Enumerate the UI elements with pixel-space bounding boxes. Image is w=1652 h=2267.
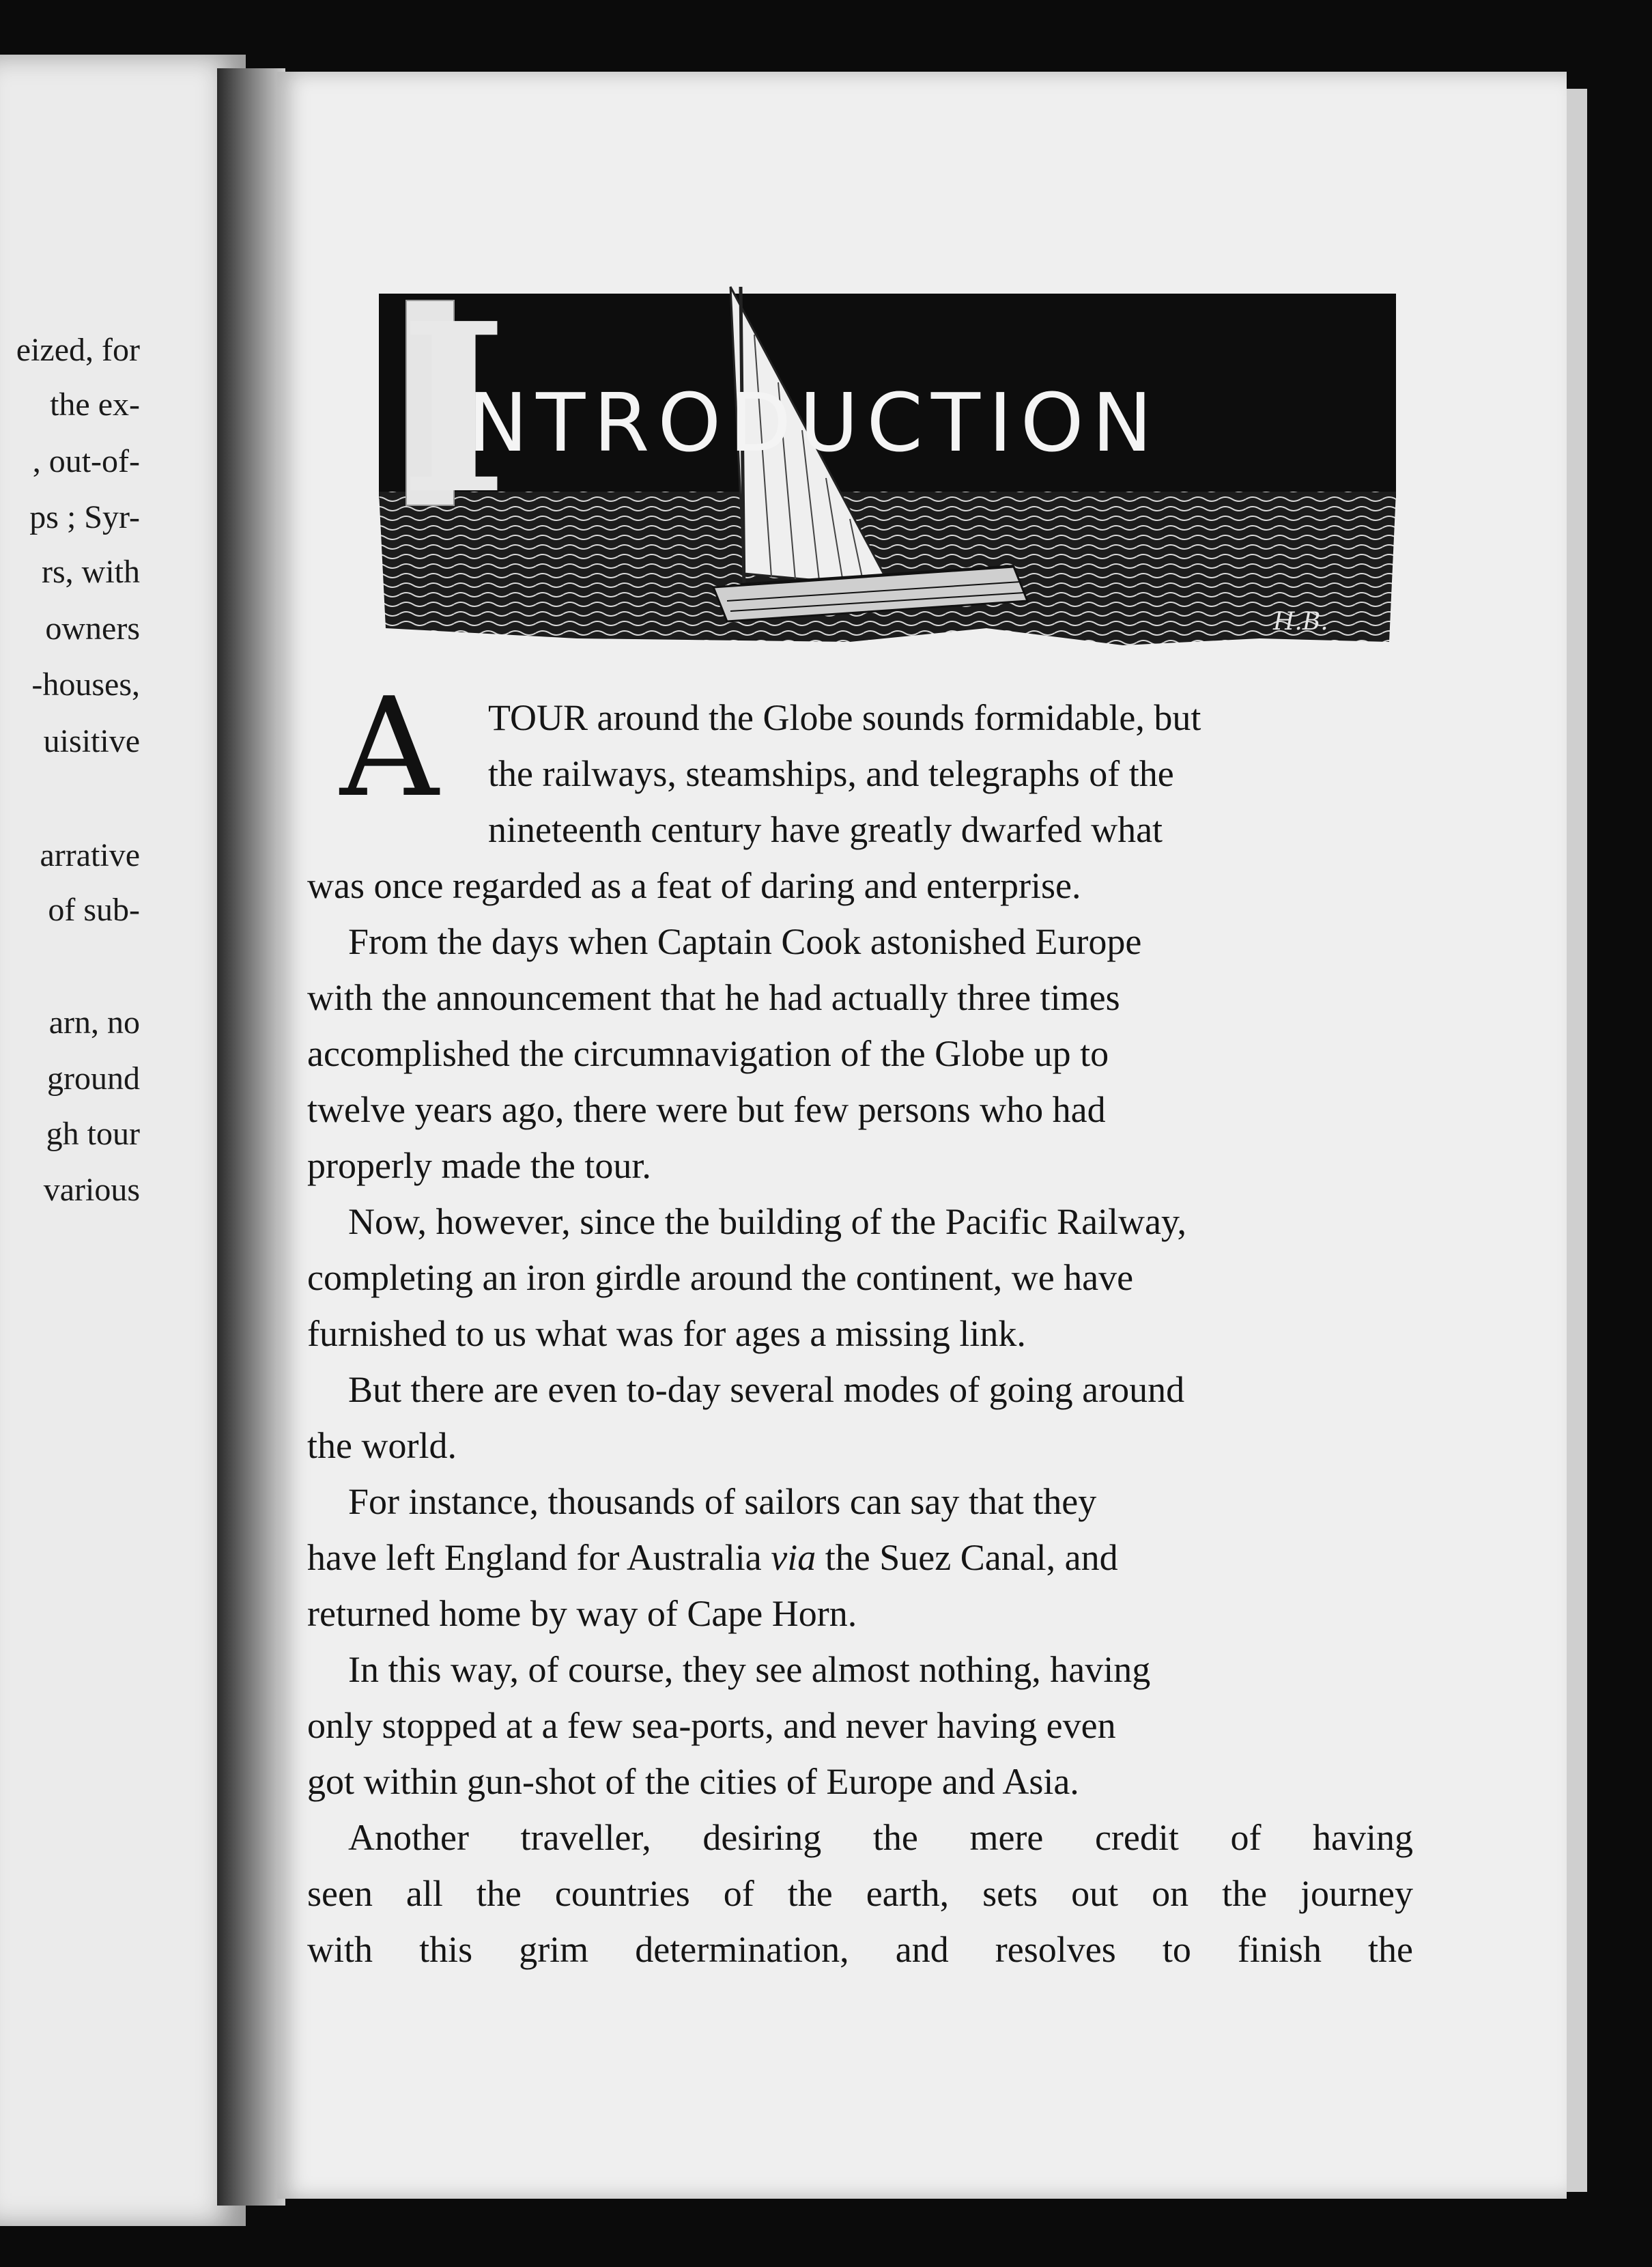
banner-initial: I — [399, 273, 509, 546]
text-line: In this way, of course, they see almost nothing, having — [348, 1649, 1151, 1690]
text-line: seen all the countries of the earth, sets out on the journey — [307, 1873, 1413, 1914]
text-line: nineteenth century have greatly dwarfed what — [488, 809, 1163, 850]
drop-cap-letter: A — [340, 668, 439, 828]
paragraph — [307, 1474, 1413, 1642]
left-line: the ex- — [50, 386, 140, 423]
text-line: Another traveller, desiring the mere credit of having — [348, 1817, 1413, 1858]
text-line: have left England for Australia via the Suez Canal, and — [307, 1537, 1118, 1578]
text-line: completing an iron girdle around the continent, we have — [307, 1257, 1134, 1298]
left-line: rs, with — [42, 554, 140, 590]
paragraph — [307, 1810, 1413, 1977]
text-line: got within gun-shot of the cities of Europe and Asia. — [307, 1761, 1079, 1802]
banner-title: NTRODUCTION — [468, 376, 1160, 470]
text-line: twelve years ago, there were but few persons who had — [307, 1089, 1106, 1130]
text-line: with this grim determination, and resolves to finish the — [307, 1929, 1413, 1970]
left-line: various — [43, 1172, 140, 1208]
left-line: owners — [45, 610, 140, 647]
text-line: returned home by way of Cape Horn. — [307, 1593, 857, 1634]
left-line: ps ; Syr- — [29, 499, 140, 535]
text-line: the world. — [307, 1425, 457, 1466]
text-line: with the announcement that he had actually three times — [307, 977, 1120, 1018]
paragraph — [307, 690, 1413, 858]
text-line: But there are even to-day several modes of going around — [348, 1369, 1185, 1410]
text-line: From the days when Captain Cook astonished Europe — [348, 921, 1142, 962]
text-line: furnished to us what was for ages a missing link. — [307, 1313, 1026, 1354]
paragraph — [307, 858, 1413, 914]
book-gutter — [217, 68, 285, 2206]
left-line: gh tour — [46, 1116, 140, 1152]
left-line: -houses, — [31, 666, 140, 703]
right-page-edge — [1567, 89, 1587, 2192]
left-line: eized, for — [16, 332, 140, 368]
introduction-banner — [372, 273, 1399, 656]
text-line: the railways, steamships, and telegraphs of the — [488, 753, 1174, 794]
text-line: properly made the tour. — [307, 1145, 651, 1186]
text-line: For instance, thousands of sailors can say that they — [348, 1481, 1097, 1522]
text-line: only stopped at a few sea-ports, and never having even — [307, 1705, 1116, 1746]
chapter-text — [307, 668, 1413, 1977]
left-line: , out-of- — [32, 443, 140, 479]
paragraph — [307, 1642, 1413, 1810]
paragraph — [307, 1362, 1413, 1474]
text-line: accomplished the circumnavigation of the Globe up to — [307, 1033, 1109, 1074]
left-line: uisitive — [43, 723, 140, 759]
left-line: ground — [47, 1060, 140, 1097]
paragraph — [307, 1194, 1413, 1362]
engraver-signature: H.B. — [1273, 608, 1328, 636]
text-line: was once regarded as a feat of daring and enterprise. — [307, 865, 1081, 906]
text-line: Now, however, since the building of the Pacific Railway, — [348, 1201, 1186, 1242]
banner-sea — [379, 492, 1396, 645]
left-line: arrative — [40, 837, 140, 873]
left-line: arn, no — [48, 1004, 140, 1041]
paragraph — [307, 914, 1413, 1194]
text-line: TOUR around the Globe sounds formidable, but — [488, 697, 1201, 738]
left-line: of sub- — [48, 892, 140, 928]
